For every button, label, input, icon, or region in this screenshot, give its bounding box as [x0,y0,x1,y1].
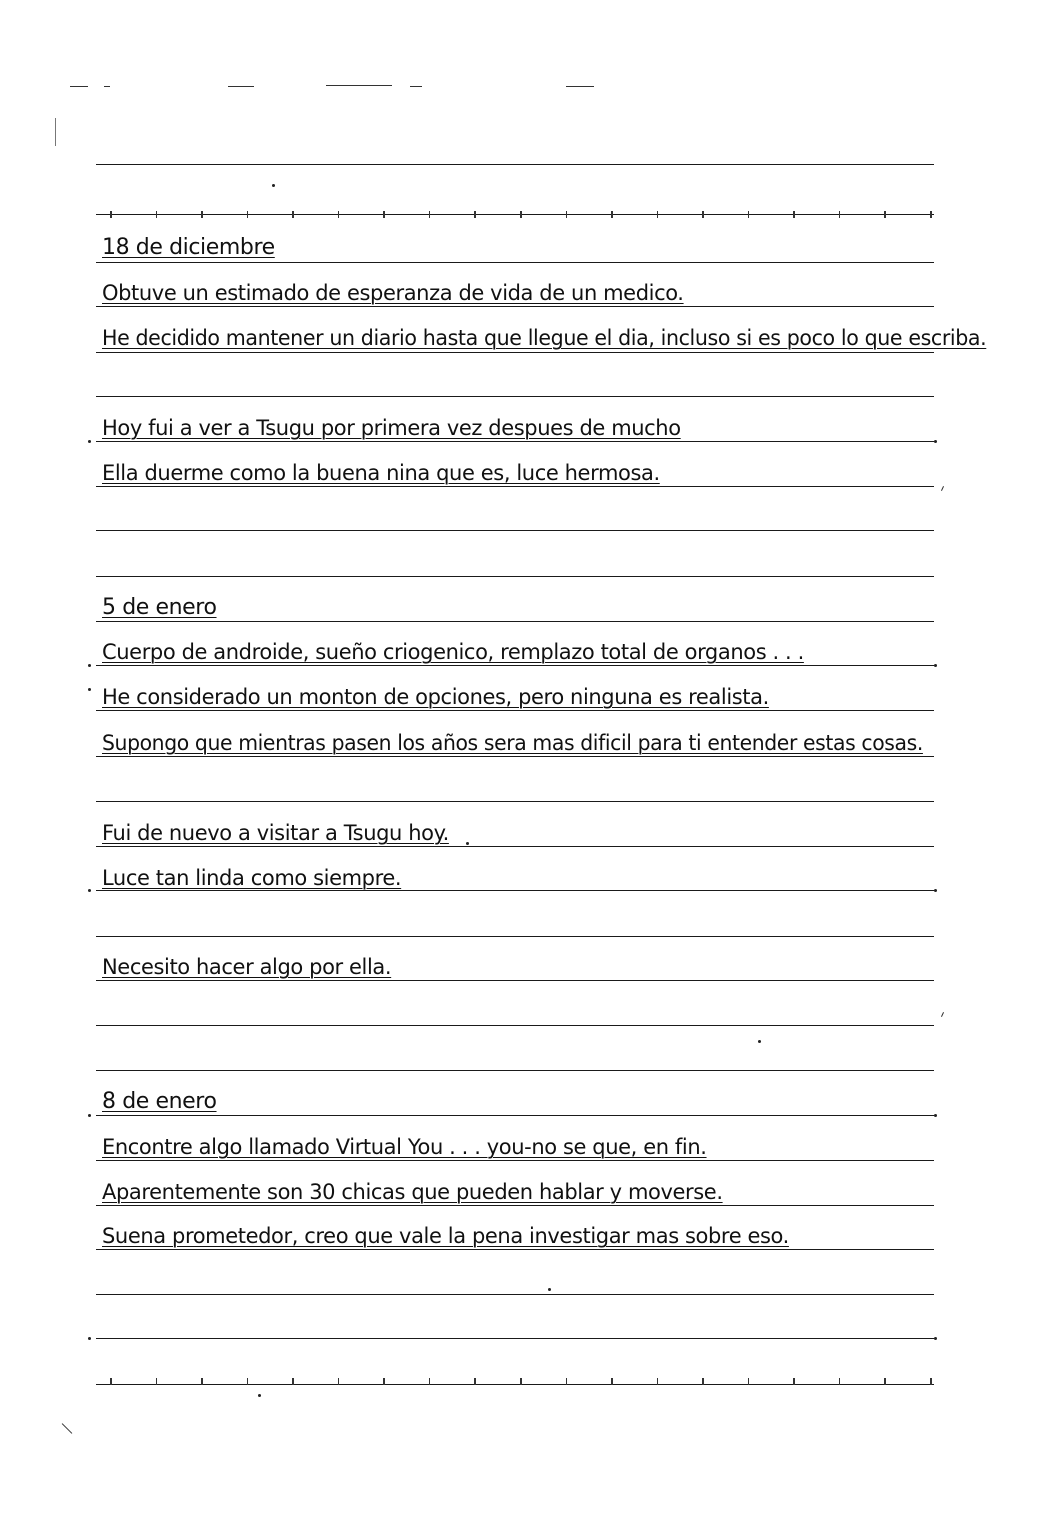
ruled-line-tick [930,1378,932,1385]
entry-date: 5 de enero [102,595,217,620]
ruled-line-tick [247,1378,249,1385]
ruled-line-tick [383,1378,385,1385]
ruled-line-tick [110,1378,112,1385]
entry-line: Obtuve un estimado de esperanza de vida de un medico. [102,281,684,305]
ruled-line [96,1160,934,1161]
ruled-line [96,214,934,215]
ruled-line-tick [383,211,385,218]
scan-speck [934,1114,937,1117]
ruled-line-tick [657,211,659,218]
ruled-line-tick [247,211,249,218]
ruled-line [96,1115,934,1116]
ruled-line-tick [748,1378,750,1385]
ruled-line-tick [429,211,431,218]
scan-speck [88,1337,91,1340]
ruled-line-tick [292,211,294,218]
ruled-line [96,306,934,307]
scan-speck [272,184,275,187]
ruled-line [96,980,934,981]
scan-mark [566,86,594,87]
scan-mark [228,86,254,87]
entry-line: Supongo que mientras pasen los años sera mas dificil para ti entender estas cosas. [102,731,923,755]
ruled-line-tick [520,1378,522,1385]
entry-line: Necesito hacer algo por ella. [102,955,392,979]
ruled-line-tick [611,211,613,218]
ruled-line [96,1338,934,1339]
ruled-line-tick [520,211,522,218]
scan-speck [934,1337,937,1340]
ruled-line-tick [474,211,476,218]
ruled-line [96,665,934,666]
scan-mark [941,486,944,491]
ruled-line [96,1070,934,1071]
ruled-line-tick [702,211,704,218]
ruled-line-tick [156,1378,158,1385]
ruled-line-tick [110,211,112,218]
ruled-line [96,352,934,353]
ruled-line [96,1205,934,1206]
scan-speck [88,1114,91,1117]
entry-line: Aparentemente son 30 chicas que pueden hablar y moverse. [102,1180,723,1204]
ruled-line-tick [611,1378,613,1385]
ruled-line [96,396,934,397]
ruled-line-tick [156,211,158,218]
entry-line: Fui de nuevo a visitar a Tsugu hoy. [102,821,449,845]
ruled-line-tick [748,211,750,218]
ruled-line [96,1249,934,1250]
scan-speck [934,664,937,667]
ruled-line-tick [884,211,886,218]
scan-mark [941,1012,944,1017]
scan-speck [548,1288,551,1291]
scan-speck [88,889,91,892]
ruled-line [96,1384,934,1385]
ruled-line-tick [566,1378,568,1385]
ruled-line-tick [338,211,340,218]
entry-line: Encontre algo llamado Virtual You . . . you-no se que, en fin. [102,1135,707,1159]
scan-speck [88,664,91,667]
ruled-line [96,801,934,802]
scan-speck [758,1040,761,1043]
ruled-line [96,262,934,263]
scan-speck [88,688,91,691]
entry-line: Luce tan linda como siempre. [102,866,402,890]
scan-speck [934,440,937,443]
ruled-line [96,1294,934,1295]
ruled-line [96,576,934,577]
ruled-line-tick [201,1378,203,1385]
ruled-line-tick [793,211,795,218]
scan-speck [258,1394,261,1397]
ruled-line [96,621,934,622]
entry-line: He decidido mantener un diario hasta que llegue el dia, incluso si es poco lo que escriba. [102,326,987,350]
entry-line: Ella duerme como la buena nina que es, luce hermosa. [102,461,660,485]
ruled-line [96,1025,934,1026]
ruled-line [96,530,934,531]
scan-mark [62,1423,73,1434]
ruled-line [96,441,934,442]
scan-speck [934,889,937,892]
scan-mark [55,118,57,146]
ruled-line-tick [566,211,568,218]
ruled-line [96,164,934,165]
ruled-line [96,846,934,847]
entry-line: Cuerpo de androide, sueño criogenico, remplazo total de organos . . . [102,640,804,664]
ruled-line-tick [930,211,932,218]
ruled-line-tick [839,211,841,218]
scan-mark [326,85,392,86]
scan-mark [104,86,110,87]
entry-line: Suena prometedor, creo que vale la pena investigar mas sobre eso. [102,1224,789,1248]
ruled-line-tick [793,1378,795,1385]
entry-line: Hoy fui a ver a Tsugu por primera vez despues de mucho [102,416,681,440]
scan-speck [88,440,91,443]
entry-line: He considerado un monton de opciones, pero ninguna es realista. [102,685,769,709]
ruled-line [96,936,934,937]
ruled-line-tick [429,1378,431,1385]
ruled-line-tick [201,211,203,218]
scan-mark [410,86,422,87]
entry-date: 8 de enero [102,1089,217,1114]
ruled-line [96,756,934,757]
ruled-line-tick [474,1378,476,1385]
ruled-line [96,710,934,711]
ruled-line [96,486,934,487]
ruled-line-tick [338,1378,340,1385]
scan-mark [70,86,88,87]
ruled-line-tick [702,1378,704,1385]
ruled-line-tick [657,1378,659,1385]
ruled-line-tick [839,1378,841,1385]
ruled-line-tick [884,1378,886,1385]
scan-speck [466,842,469,845]
entry-date: 18 de diciembre [102,235,275,260]
ruled-line-tick [292,1378,294,1385]
ruled-line [96,890,934,891]
